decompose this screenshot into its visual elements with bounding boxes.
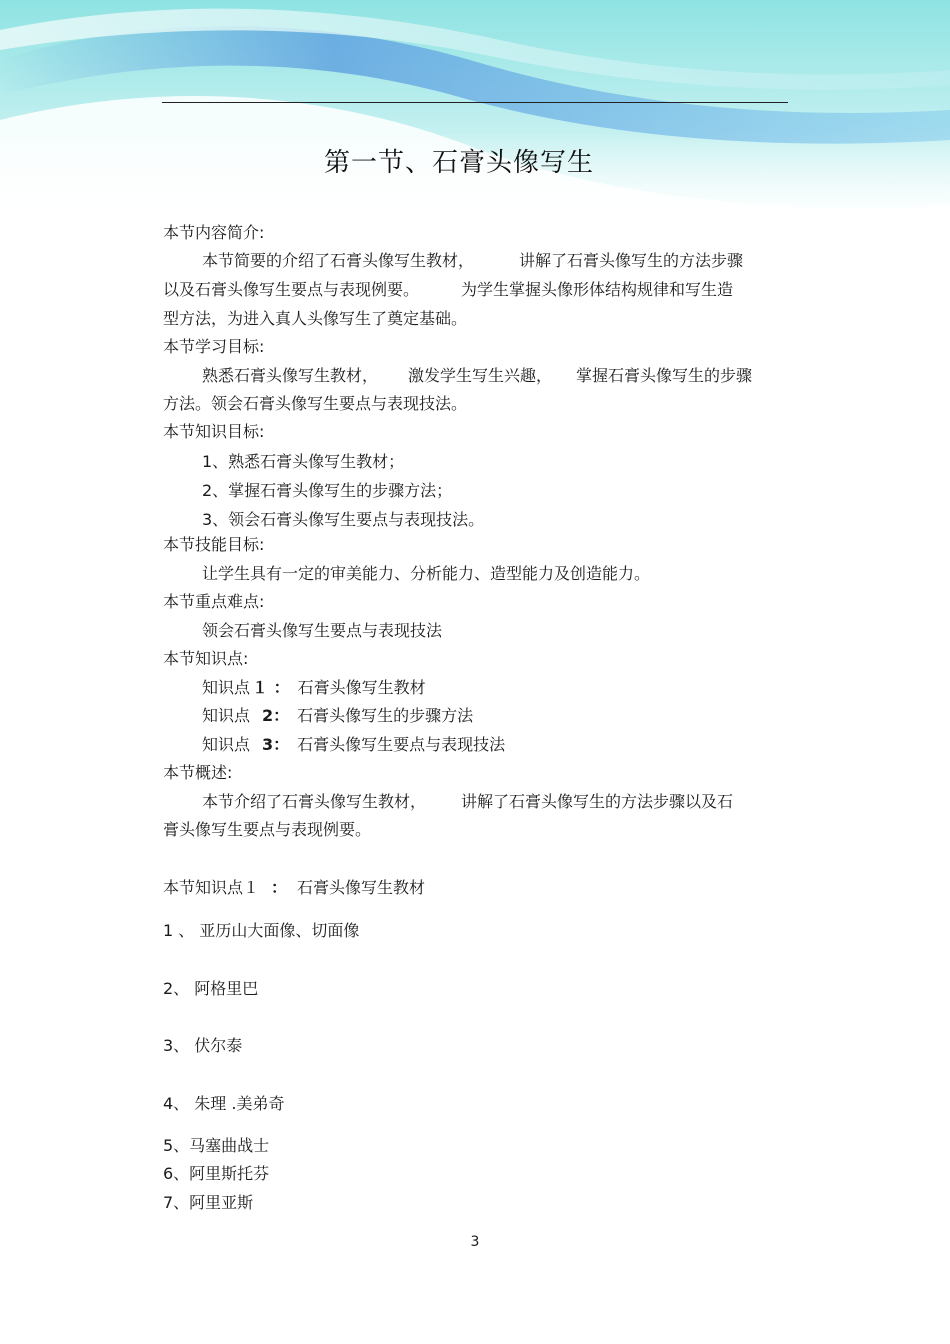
page-number: 3	[470, 1234, 480, 1250]
material-list-item: 3、 伏尔泰	[163, 1036, 243, 1055]
point-text: 石膏头像写生的步骤方法	[297, 706, 474, 725]
point-number: １ ：	[252, 678, 290, 697]
section1-heading-separator: ：	[271, 878, 288, 897]
material-list-item: 5、马塞曲战士	[163, 1136, 270, 1155]
knowledge-goal-item: 2、掌握石膏头像写生的步骤方法；	[202, 481, 453, 500]
material-list-item: 2、 阿格里巴	[163, 979, 259, 998]
skill-heading: 本节技能目标:	[163, 535, 265, 554]
header-wave-decoration	[0, 0, 950, 240]
knowledge-goal-item: 3、领会石膏头像写生要点与表现技法。	[202, 510, 485, 529]
point-text: 石膏头像写生要点与表现技法	[297, 735, 506, 754]
point-number: 3：	[262, 735, 290, 754]
material-list-item: 7、阿里亚斯	[163, 1193, 254, 1212]
point-prefix: 知识点	[202, 678, 251, 697]
material-list-item: 6、阿里斯托芬	[163, 1164, 270, 1183]
overview-line-2: 膏头像写生要点与表现例要。	[163, 820, 372, 839]
learning-line-1c: 掌握石膏头像写生的步骤	[576, 366, 753, 385]
learning-heading: 本节学习目标:	[163, 337, 265, 356]
point-item	[202, 678, 426, 698]
point-item	[202, 706, 473, 726]
intro-heading: 本节内容简介:	[163, 223, 265, 242]
learning-line-2: 方法。领会石膏头像写生要点与表现技法。	[163, 394, 468, 413]
key-points-line: 领会石膏头像写生要点与表现技法	[202, 621, 443, 640]
intro-line-1b: 讲解了石膏头像写生的方法步骤	[519, 251, 744, 270]
intro-line-2a: 以及石膏头像写生要点与表现例要。	[163, 280, 420, 299]
overview-line-1a: 本节介绍了石膏头像写生教材，	[202, 792, 427, 811]
learning-line-1b: 激发学生写生兴趣，	[408, 366, 553, 385]
point-text: 石膏头像写生教材	[297, 678, 426, 697]
header-rule	[162, 102, 788, 103]
key-points-heading: 本节重点难点:	[163, 592, 265, 611]
material-list-item: 4、 朱理 .美弟奇	[163, 1094, 285, 1113]
point-prefix: 知识点	[202, 735, 251, 754]
section1-heading	[163, 878, 425, 898]
knowledge-goals-heading: 本节知识目标:	[163, 422, 265, 441]
intro-line-3: 型方法，为进入真人头像写生了奠定基础。	[163, 309, 468, 328]
point-item	[202, 735, 505, 755]
section1-heading-prefix: 本节知识点１	[163, 878, 260, 897]
intro-line-1a: 本节简要的介绍了石膏头像写生教材，	[202, 251, 475, 270]
overview-heading: 本节概述:	[163, 763, 233, 782]
page-title: 第一节、石膏头像写生	[323, 148, 594, 178]
intro-line-2b: 为学生掌握头像形体结构规律和写生造	[461, 280, 734, 299]
material-list-item: 1 、 亚历山大面像、切面像	[163, 921, 360, 940]
point-prefix: 知识点	[202, 706, 251, 725]
learning-line-1a: 熟悉石膏头像写生教材，	[202, 366, 379, 385]
overview-line-1b: 讲解了石膏头像写生的方法步骤以及石	[461, 792, 734, 811]
section1-heading-text: 石膏头像写生教材	[297, 878, 426, 897]
point-number: 2：	[262, 706, 290, 725]
points-heading: 本节知识点:	[163, 649, 249, 668]
knowledge-goal-item: 1、熟悉石膏头像写生教材；	[202, 452, 405, 471]
skill-line: 让学生具有一定的审美能力、分析能力、造型能力及创造能力。	[202, 564, 651, 583]
